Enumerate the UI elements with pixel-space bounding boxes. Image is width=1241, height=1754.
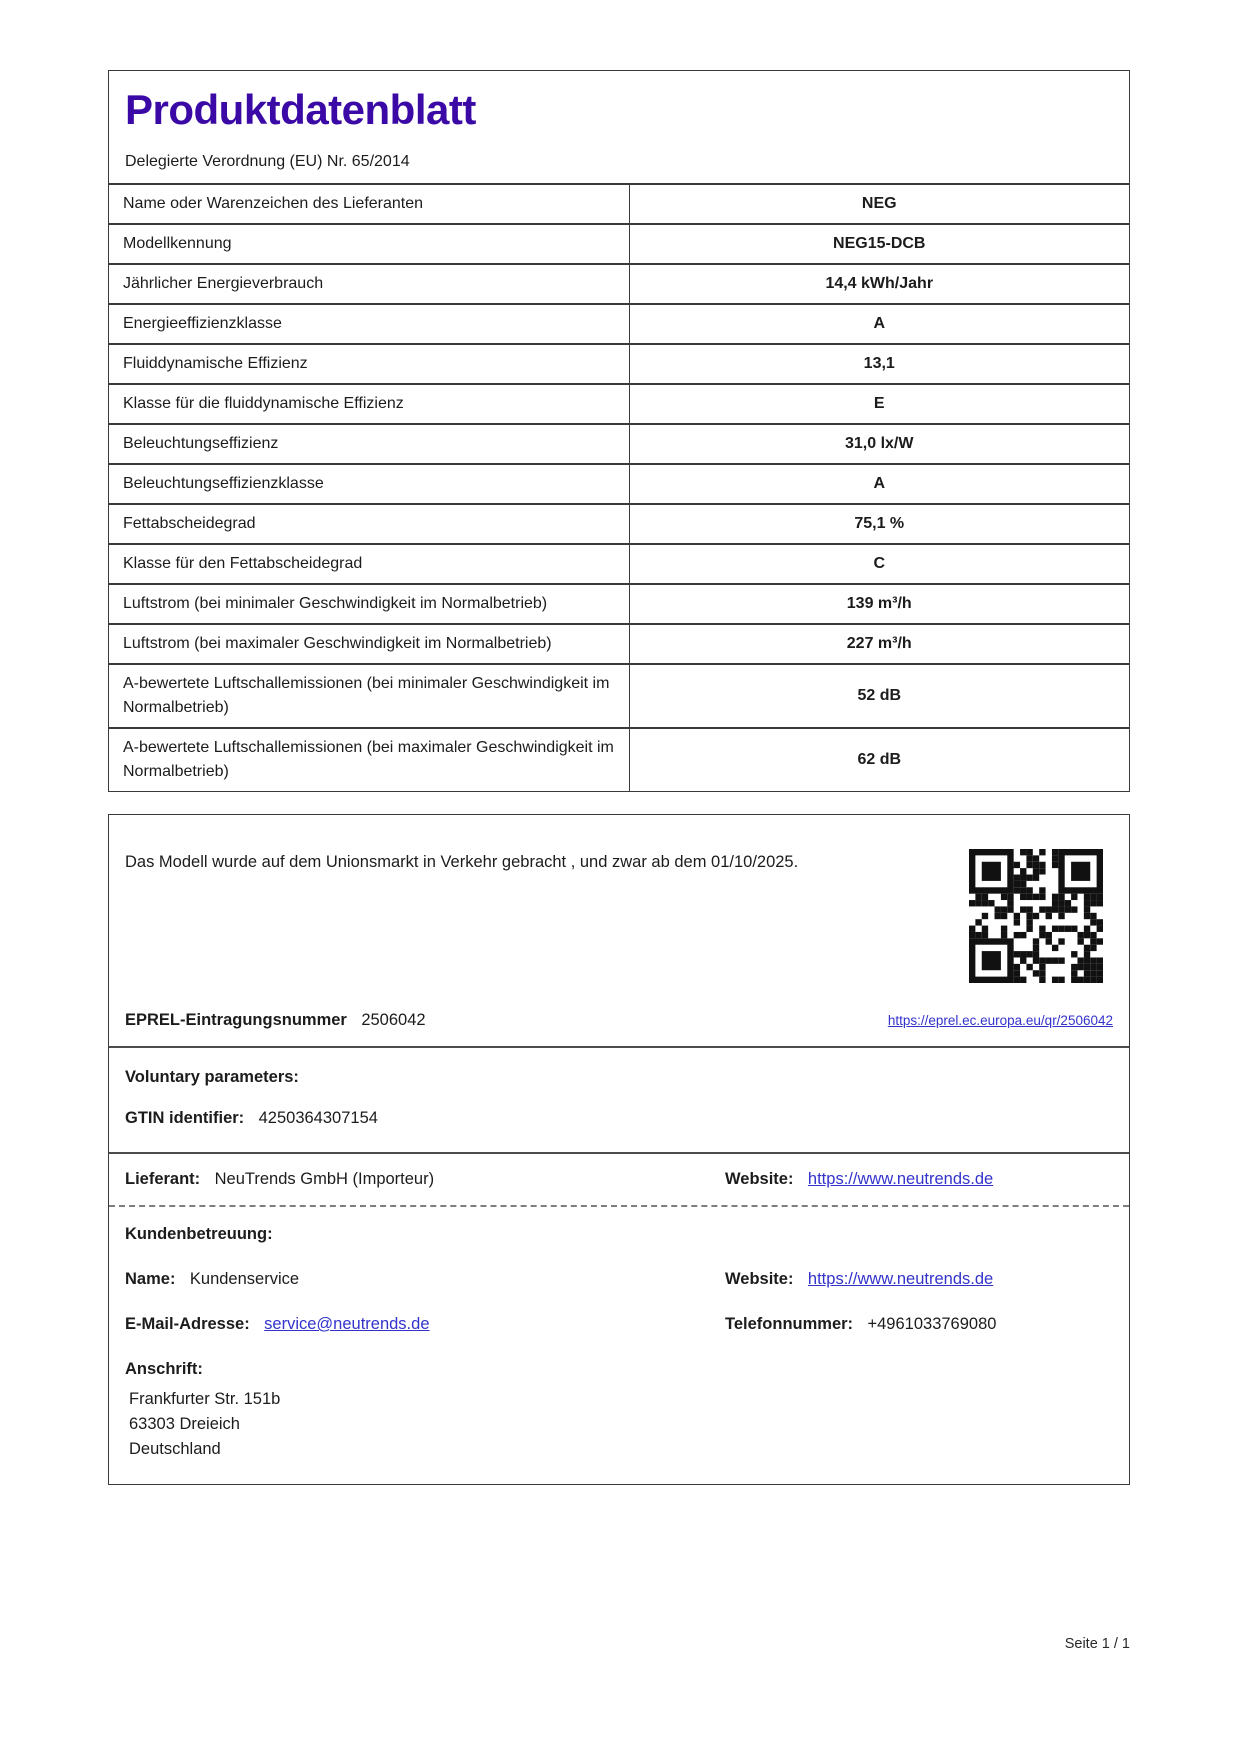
spec-value: A — [629, 304, 1129, 344]
voluntary-parameters-section — [109, 1048, 1129, 1154]
support-name-label: Name: — [125, 1270, 176, 1288]
eprel-label: EPREL-Eintragungsnummer — [125, 1011, 347, 1029]
support-email-link[interactable]: service@neutrends.de — [264, 1315, 430, 1333]
support-name-group — [125, 1270, 725, 1289]
supplier-name-group — [125, 1170, 725, 1189]
supplier-website-label: Website: — [725, 1170, 794, 1188]
support-heading: Kundenbetreuung: — [125, 1225, 273, 1243]
support-name-value: Kundenservice — [189, 1270, 300, 1288]
support-website-link[interactable]: https://www.neutrends.de — [807, 1270, 994, 1288]
eprel-row — [109, 1003, 1129, 1048]
spec-value: 52 dB — [629, 664, 1129, 728]
spec-value: 13,1 — [629, 344, 1129, 384]
table-row — [109, 344, 1129, 384]
table-row — [109, 184, 1129, 224]
qr-code — [969, 849, 1103, 983]
table-row — [109, 224, 1129, 264]
market-statement: Das Modell wurde auf dem Unionsmarkt in Verkehr gebracht , und zwar ab dem 01/10/2025. — [125, 853, 799, 871]
spec-label: Modellkennung — [109, 224, 629, 264]
spec-label: Beleuchtungseffizienzklasse — [109, 464, 629, 504]
support-contact-row — [125, 1315, 1113, 1334]
spec-label: Klasse für die fluiddynamische Effizienz — [109, 384, 629, 424]
document-content — [108, 70, 1130, 1485]
spec-value: C — [629, 544, 1129, 584]
spec-label: Fettabscheidegrad — [109, 504, 629, 544]
table-row — [109, 464, 1129, 504]
spec-label: Klasse für den Fettabscheidegrad — [109, 544, 629, 584]
table-row — [109, 584, 1129, 624]
eprel-link[interactable]: https://eprel.ec.europa.eu/qr/2506042 — [887, 1013, 1113, 1028]
table-row — [109, 624, 1129, 664]
address-line: Frankfurter Str. 151b — [129, 1390, 281, 1408]
title-block — [109, 71, 1129, 183]
table-row — [109, 304, 1129, 344]
voluntary-heading: Voluntary parameters: — [125, 1068, 299, 1086]
gtin-value: 4250364307154 — [258, 1109, 378, 1127]
spec-label: Energieeffizienzklasse — [109, 304, 629, 344]
support-email-label: E-Mail-Adresse: — [125, 1315, 250, 1333]
spec-value: E — [629, 384, 1129, 424]
customer-support-section — [109, 1207, 1129, 1484]
table-row — [109, 664, 1129, 728]
spec-label: Luftstrom (bei maximaler Geschwindigkeit im Normalbetrieb) — [109, 624, 629, 664]
spec-value: 14,4 kWh/Jahr — [629, 264, 1129, 304]
supplier-value: NeuTrends GmbH (Importeur) — [214, 1170, 435, 1188]
spec-value: 227 m³/h — [629, 624, 1129, 664]
product-sheet-box — [108, 70, 1130, 792]
gtin-row — [125, 1109, 1113, 1128]
table-row — [109, 264, 1129, 304]
support-email-group — [125, 1315, 725, 1334]
support-phone-group — [725, 1315, 1113, 1334]
spec-value: NEG15-DCB — [629, 224, 1129, 264]
address-lines — [125, 1387, 1113, 1462]
spec-label: Jährlicher Energieverbrauch — [109, 264, 629, 304]
address-line: Deutschland — [129, 1440, 221, 1458]
spec-label: Beleuchtungseffizienz — [109, 424, 629, 464]
market-statement-section — [109, 815, 1129, 1003]
address-block — [125, 1360, 1113, 1462]
support-name-row — [125, 1270, 1113, 1289]
supplier-website-link[interactable]: https://www.neutrends.de — [807, 1170, 994, 1188]
spec-table — [109, 183, 1129, 791]
support-website-group — [725, 1270, 1113, 1289]
spec-label: Luftstrom (bei minimaler Geschwindigkeit im Normalbetrieb) — [109, 584, 629, 624]
table-row — [109, 728, 1129, 791]
table-row — [109, 504, 1129, 544]
address-line: 63303 Dreieich — [129, 1415, 240, 1433]
spec-value: 139 m³/h — [629, 584, 1129, 624]
spec-value: A — [629, 464, 1129, 504]
page-title: Produktdatenblatt — [125, 86, 476, 133]
spec-label: Fluiddynamische Effizienz — [109, 344, 629, 384]
support-phone-label: Telefonnummer: — [725, 1315, 854, 1333]
spec-label: A-bewertete Luftschallemissionen (bei maximaler Geschwindigkeit im Normalbetrieb) — [109, 728, 629, 791]
spec-table-body — [109, 184, 1129, 791]
support-phone-value: +4961033769080 — [867, 1315, 997, 1333]
address-label: Anschrift: — [125, 1360, 203, 1378]
table-row — [109, 544, 1129, 584]
table-row — [109, 384, 1129, 424]
spec-value: 31,0 lx/W — [629, 424, 1129, 464]
regulation-subtitle: Delegierte Verordnung (EU) Nr. 65/2014 — [125, 153, 410, 170]
spec-label: A-bewertete Luftschallemissionen (bei minimaler Geschwindigkeit im Normalbetrieb) — [109, 664, 629, 728]
supplier-website-group — [725, 1170, 1113, 1189]
table-row — [109, 424, 1129, 464]
spec-value: NEG — [629, 184, 1129, 224]
gtin-label: GTIN identifier: — [125, 1109, 245, 1127]
support-website-label: Website: — [725, 1270, 794, 1288]
supplier-row — [109, 1154, 1129, 1207]
page-number: Seite 1 / 1 — [1064, 1636, 1130, 1652]
spec-value: 62 dB — [857, 751, 902, 768]
market-info-box — [108, 814, 1130, 1485]
eprel-number-group — [125, 1011, 426, 1030]
supplier-label: Lieferant: — [125, 1170, 201, 1188]
spec-label: Name oder Warenzeichen des Lieferanten — [109, 184, 629, 224]
eprel-number: 2506042 — [361, 1011, 426, 1029]
spec-value: 75,1 % — [629, 504, 1129, 544]
